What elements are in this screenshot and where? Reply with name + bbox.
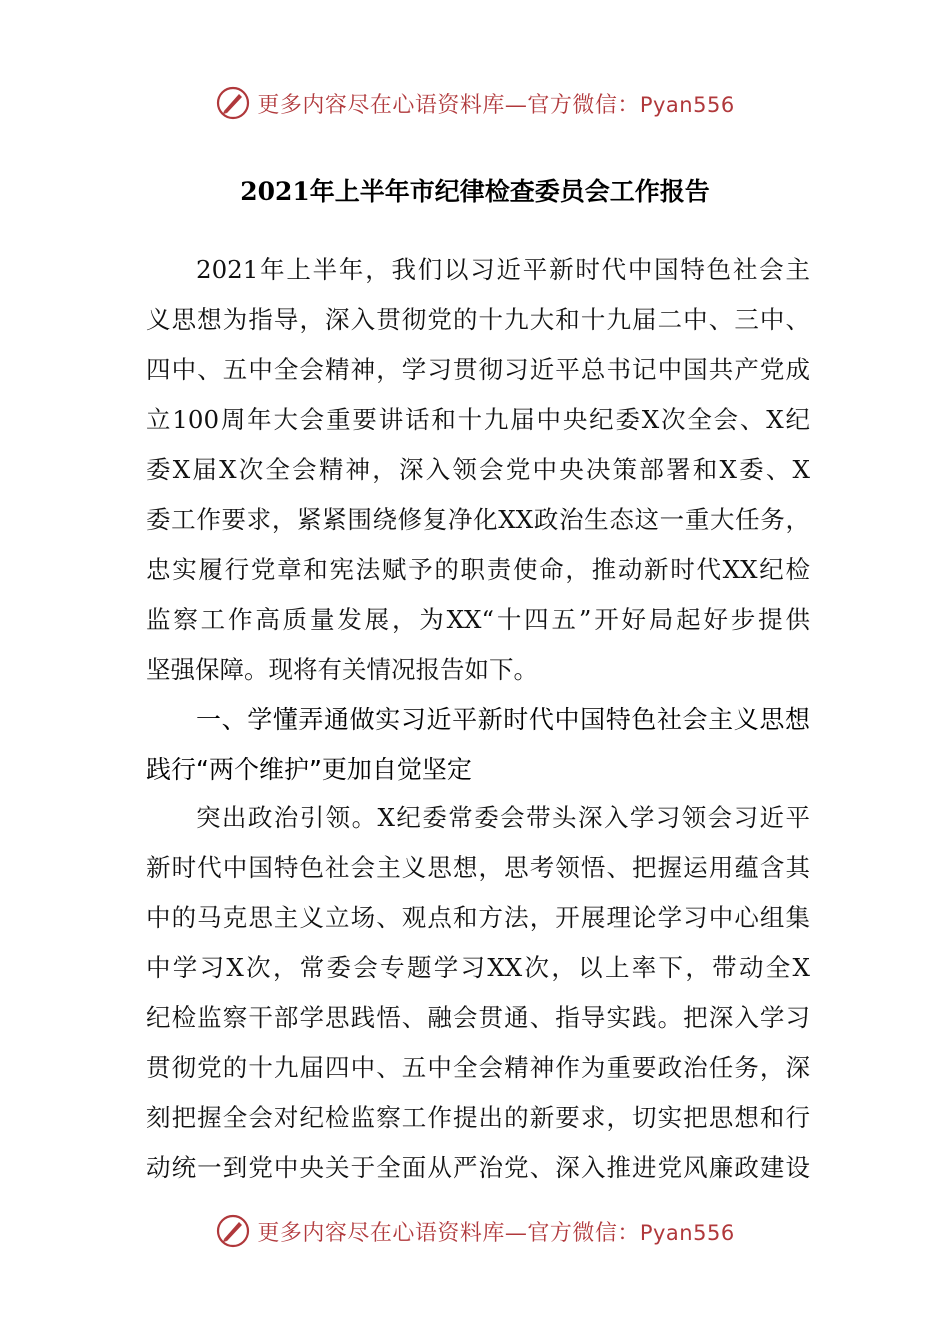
brush-logo-icon <box>215 85 251 121</box>
body-line: 中学习X次，常委会专题学习XX次，以上率下，带动全X <box>146 953 810 982</box>
body-line: 中的马克思主义立场、观点和方法，开展理论学习中心组集 <box>146 903 810 932</box>
banner-id: Pyan556 <box>639 92 735 117</box>
body-line: 委工作要求，紧紧围绕修复净化XX政治生态这一重大任务， <box>146 505 810 534</box>
body-line: 坚强保障。现将有关情况报告如下。 <box>146 655 538 684</box>
body-line: 委X届X次全会精神，深入领会党中央决策部署和X委、X <box>146 455 810 484</box>
body-line: 义思想为指导，深入贯彻党的十九大和十九届二中、三中、 <box>146 305 810 334</box>
body-line: 纪检监察干部学思践悟、融会贯通、指导实践。把深入学习 <box>146 1003 810 1032</box>
body-line: 立100周年大会重要讲话和十九届中央纪委X次全会、X纪 <box>146 405 810 434</box>
body-line: 新时代中国特色社会主义思想，思考领悟、把握运用蕴含其 <box>146 853 810 882</box>
body-line: 突出政治引领。X纪委常委会带头深入学习领会习近平 <box>196 803 810 832</box>
watermark-banner-bottom <box>0 1208 950 1254</box>
watermark-banner-top <box>0 80 950 126</box>
banner-text: 更多内容尽在心语资料库—官方微信： <box>257 1220 640 1246</box>
body-line: 忠实履行党章和宪法赋予的职责使命，推动新时代XX纪检 <box>146 555 810 584</box>
section-heading: 践行“两个维护”更加自觉坚定 <box>146 755 472 784</box>
banner-id: Pyan556 <box>639 1220 735 1245</box>
body-line: 刻把握全会对纪检监察工作提出的新要求，切实把思想和行 <box>146 1103 810 1132</box>
section-heading: 一、学懂弄通做实习近平新时代中国特色社会主义思想 <box>196 705 810 734</box>
body-line: 四中、五中全会精神，学习贯彻习近平总书记中国共产党成 <box>146 355 810 384</box>
brush-logo-icon <box>215 1213 251 1249</box>
document-title: 2021年上半年市纪律检查委员会工作报告 <box>240 177 710 206</box>
body-line: 贯彻党的十九届四中、五中全会精神作为重要政治任务，深 <box>146 1053 810 1082</box>
body-line: 2021年上半年，我们以习近平新时代中国特色社会主 <box>196 255 810 284</box>
body-line: 动统一到党中央关于全面从严治党、深入推进党风廉政建设 <box>146 1153 810 1182</box>
banner-text: 更多内容尽在心语资料库—官方微信： <box>257 92 640 118</box>
body-line: 监察工作高质量发展，为XX“十四五”开好局起好步提供 <box>146 605 810 634</box>
